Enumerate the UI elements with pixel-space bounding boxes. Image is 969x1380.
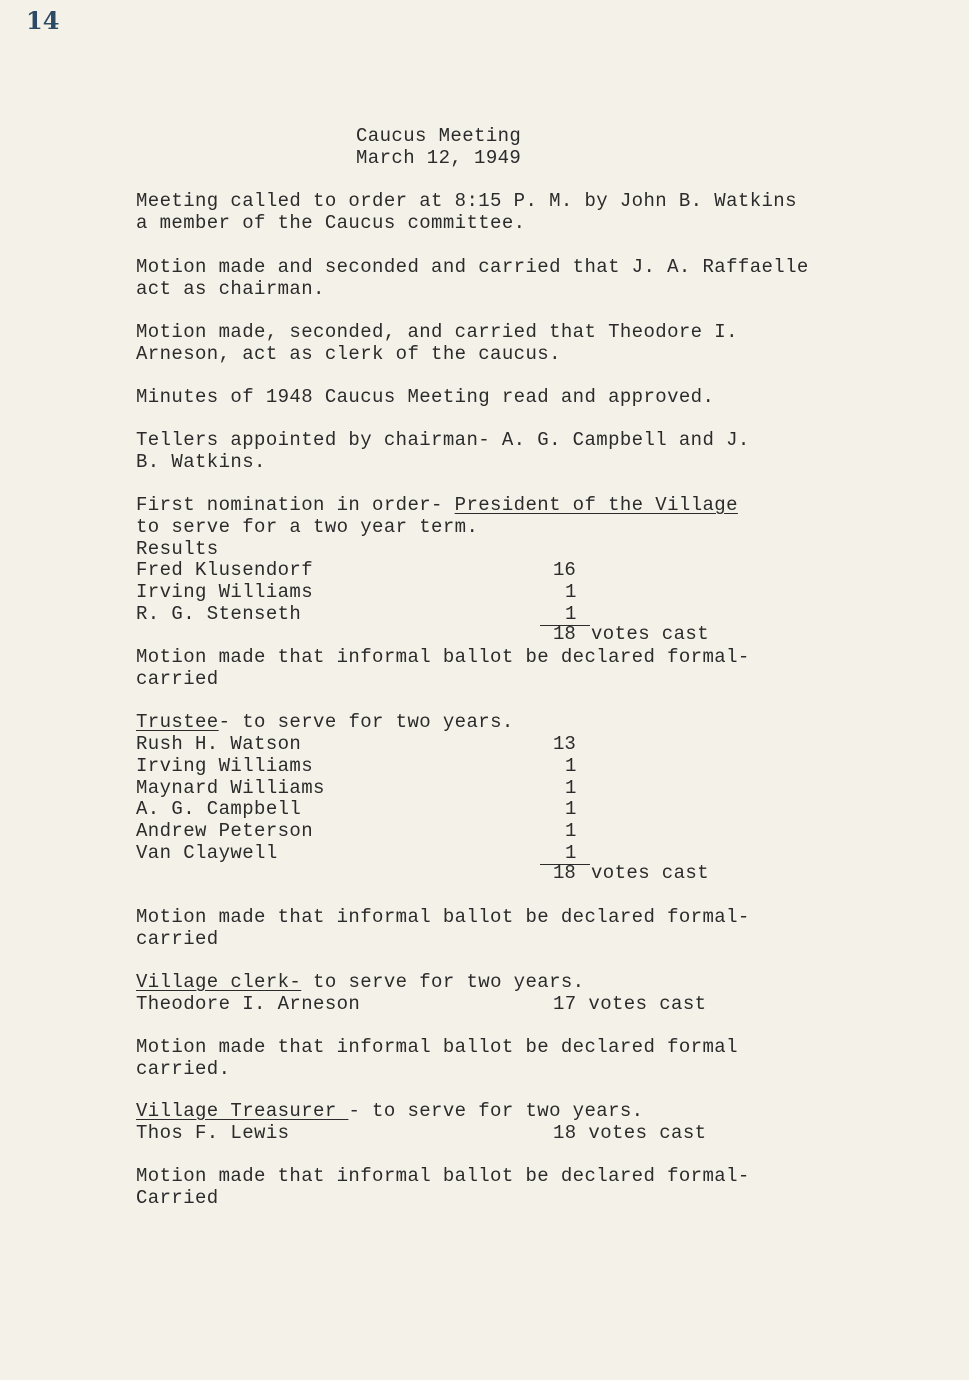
heading-rest: - to serve for two years. (218, 711, 514, 733)
candidate-name: A. G. Campbell (136, 798, 302, 820)
paragraph-line: Motion made, seconded, and carried that Theodore I. (136, 321, 738, 343)
candidate-name: Fred Klusendorf (136, 559, 314, 581)
candidate-name: Irving Williams (136, 755, 314, 777)
candidate-votes: 13 (553, 733, 576, 755)
paragraph-line: to serve for a two year term. (136, 516, 479, 538)
office-title: Village clerk- (136, 971, 302, 993)
total-label: votes cast (591, 623, 710, 645)
paragraph-line: Arneson, act as clerk of the caucus. (136, 343, 561, 365)
paragraph-line: Minutes of 1948 Caucus Meeting read and approved. (136, 386, 715, 408)
candidate-votes: 16 (553, 559, 576, 581)
page-number: 14 (26, 6, 60, 35)
candidate-name: Maynard Williams (136, 777, 325, 799)
paragraph-line: act as chairman. (136, 278, 325, 300)
paragraph-line: carried. (136, 1058, 231, 1080)
section-heading-trustee (136, 711, 514, 733)
candidate-votes: 18 votes cast (553, 1122, 707, 1144)
paragraph-line: a member of the Caucus committee. (136, 212, 526, 234)
section-heading-clerk (136, 971, 584, 993)
paragraph-line: Motion made that informal ballot be declared formal- (136, 1165, 750, 1187)
document-title: Caucus Meeting (356, 125, 522, 147)
results-label: Results (136, 538, 219, 560)
candidate-votes: 1 (565, 777, 577, 799)
candidate-name: Theodore I. Arneson (136, 993, 361, 1015)
paragraph-line: carried (136, 668, 219, 690)
candidate-name: Thos F. Lewis (136, 1122, 290, 1144)
paragraph-line: Tellers appointed by chairman- A. G. Campbell and J. (136, 429, 750, 451)
candidate-votes: 1 (565, 581, 577, 603)
paragraph-line: Meeting called to order at 8:15 P. M. by John B. Watkins (136, 190, 797, 212)
paragraph-line: B. Watkins. (136, 451, 266, 473)
paragraph-line: Motion made that informal ballot be declared formal- (136, 646, 750, 668)
paragraph-line: carried (136, 928, 219, 950)
candidate-name: Irving Williams (136, 581, 314, 603)
candidate-name: R. G. Stenseth (136, 603, 302, 625)
heading-rest: - to serve for two years. (348, 1100, 644, 1122)
candidate-votes: 1 (565, 842, 577, 864)
paragraph-line: Carried (136, 1187, 219, 1209)
candidate-name: Andrew Peterson (136, 820, 314, 842)
total-votes: 18 (553, 623, 576, 645)
paragraph-line: Motion made that informal ballot be declared formal (136, 1036, 738, 1058)
total-label: votes cast (591, 862, 710, 884)
document-date: March 12, 1949 (356, 147, 522, 169)
office-title: Village Treasurer (136, 1100, 349, 1122)
section-heading-president (136, 494, 738, 516)
office-title: President of the Village (454, 494, 738, 516)
candidate-votes: 1 (565, 798, 577, 820)
heading-lead: First nomination in order- (136, 494, 455, 516)
total-votes: 18 (553, 862, 576, 884)
candidate-name: Rush H. Watson (136, 733, 302, 755)
paragraph-line: Motion made and seconded and carried that J. A. Raffaelle (136, 256, 809, 278)
candidate-votes: 1 (565, 820, 577, 842)
candidate-name: Van Claywell (136, 842, 278, 864)
heading-rest: to serve for two years. (301, 971, 585, 993)
paragraph-line: Motion made that informal ballot be declared formal- (136, 906, 750, 928)
candidate-votes: 1 (565, 755, 577, 777)
office-title: Trustee (136, 711, 219, 733)
candidate-votes: 17 votes cast (553, 993, 707, 1015)
section-heading-treasurer (136, 1100, 643, 1122)
candidate-votes: 1 (565, 603, 577, 625)
